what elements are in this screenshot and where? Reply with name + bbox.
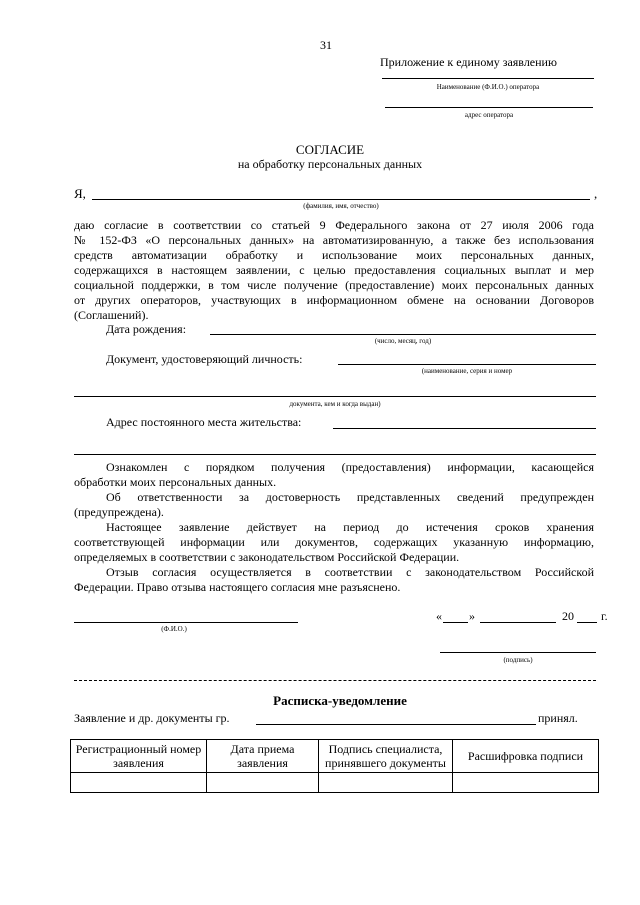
- table-cell-specialist-signature[interactable]: [319, 773, 453, 793]
- column-header-specialist-signature: Подпись специалиста, принявшего документы: [319, 740, 453, 773]
- document-title: СОГЛАСИЕ: [295, 142, 365, 157]
- id-doc-label: Документ, удостоверяющий личность:: [106, 352, 303, 366]
- receipt-title: Расписка-уведомление: [273, 693, 407, 708]
- operator-address-hint: адрес оператора: [464, 111, 514, 119]
- consent-line: даю согласие в соответствии со статьей 9 Федерального закона от 27 июля 2006 года: [74, 218, 594, 232]
- table-cell-signature-decoding[interactable]: [453, 773, 599, 793]
- operator-name-line[interactable]: [382, 78, 594, 79]
- fio-hint: (фамилия, имя, отчество): [303, 202, 379, 210]
- paragraph-line: обработки моих персональных данных.: [74, 475, 277, 489]
- year-suffix: г.: [601, 609, 608, 623]
- paragraph-responsibility: [74, 490, 594, 520]
- table-header-row: [71, 740, 599, 773]
- paragraph-validity: [74, 520, 594, 565]
- receipt-accepted: принял.: [538, 711, 578, 725]
- date-year-line[interactable]: [577, 622, 597, 623]
- consent-line: № 152-ФЗ «О персональных данных» на автоматизированную, а также без использования: [74, 233, 594, 247]
- paragraph-line: Федерации. Право отзыва настоящего согласия мне разъяснено.: [74, 580, 401, 594]
- consent-text: [74, 218, 594, 323]
- page-number: 31: [320, 38, 332, 52]
- operator-address-line[interactable]: [385, 107, 593, 108]
- paragraph-line: Об ответственности за достоверность представленных сведений предупрежден: [106, 490, 594, 504]
- consent-line: (Соглашений).: [74, 308, 149, 322]
- signature-hint: (подпись): [503, 656, 533, 664]
- consent-line: средств автоматизации обработку и использование моих персональных данных,: [74, 248, 594, 262]
- date-close-quote: »: [469, 609, 475, 623]
- paragraph-acknowledged: [74, 460, 594, 490]
- paragraph-line: Отзыв согласия осуществляется в соответствии с законодательством Российской: [106, 565, 594, 579]
- date-open-quote: «: [436, 609, 442, 623]
- consent-line: от других операторов, участвующих в информационном обмене на основании Договоров: [74, 293, 594, 307]
- paragraph-revocation: [74, 565, 594, 595]
- id-doc-hint-2: документа, кем и когда выдан): [289, 400, 381, 408]
- signature-fio-line[interactable]: [74, 622, 298, 623]
- operator-name-hint: Наименование (Ф.И.О.) оператора: [436, 83, 540, 91]
- date-day-line[interactable]: [443, 622, 468, 623]
- consent-line: социальной поддержки, в том числе получение (предоставление) моих персональных данных: [74, 278, 594, 292]
- comma: ,: [594, 186, 598, 201]
- column-header-date: Дата приема заявления: [207, 740, 319, 773]
- consent-line: содержащихся в настоящем заявлении, с целью предоставления социальных выплат и мер: [74, 263, 594, 277]
- receipt-applicant-line[interactable]: [256, 724, 536, 725]
- table-cell-date[interactable]: [207, 773, 319, 793]
- address-line[interactable]: [333, 428, 596, 429]
- id-doc-line-2[interactable]: [74, 396, 596, 397]
- birth-date-label: Дата рождения:: [106, 322, 187, 336]
- id-doc-line[interactable]: [338, 364, 596, 365]
- paragraph-line: Ознакомлен с порядком получения (предоставления) информации, касающейся: [106, 460, 594, 474]
- paragraph-line: соответствующей информации или документов, содержащих указанную информацию,: [74, 535, 594, 549]
- year-prefix: 20: [562, 609, 574, 623]
- fio-line[interactable]: [92, 199, 590, 200]
- id-doc-hint: (наименование, серия и номер: [421, 367, 513, 375]
- paragraph-line: Настоящее заявление действует на период до истечения сроков хранения: [106, 520, 594, 534]
- column-header-signature-decoding: Расшифровка подписи: [453, 740, 599, 773]
- document-subtitle: на обработку персональных данных: [237, 157, 423, 171]
- paragraph-line: определяемых в соответствии с законодательством Российской Федерации.: [74, 550, 460, 564]
- receipt-table: [70, 739, 599, 793]
- receipt-text-label: Заявление и др. документы гр.: [74, 711, 230, 725]
- column-header-reg-number: Регистрационный номер заявления: [71, 740, 207, 773]
- cut-line-divider: [74, 680, 596, 681]
- table-row: [71, 773, 599, 793]
- date-month-line[interactable]: [480, 622, 556, 623]
- table-cell-reg-number[interactable]: [71, 773, 207, 793]
- birth-date-hint: (число, месяц, год): [374, 337, 432, 345]
- address-label: Адрес постоянного места жительства:: [106, 415, 302, 429]
- paragraph-line: (предупреждена).: [74, 505, 164, 519]
- signature-line[interactable]: [440, 652, 596, 653]
- birth-date-line[interactable]: [210, 334, 596, 335]
- address-line-2[interactable]: [74, 454, 596, 455]
- appendix-label: Приложение к единому заявлению: [380, 55, 557, 69]
- signature-fio-hint: (Ф.И.О.): [161, 625, 187, 633]
- i-label: Я,: [74, 186, 86, 201]
